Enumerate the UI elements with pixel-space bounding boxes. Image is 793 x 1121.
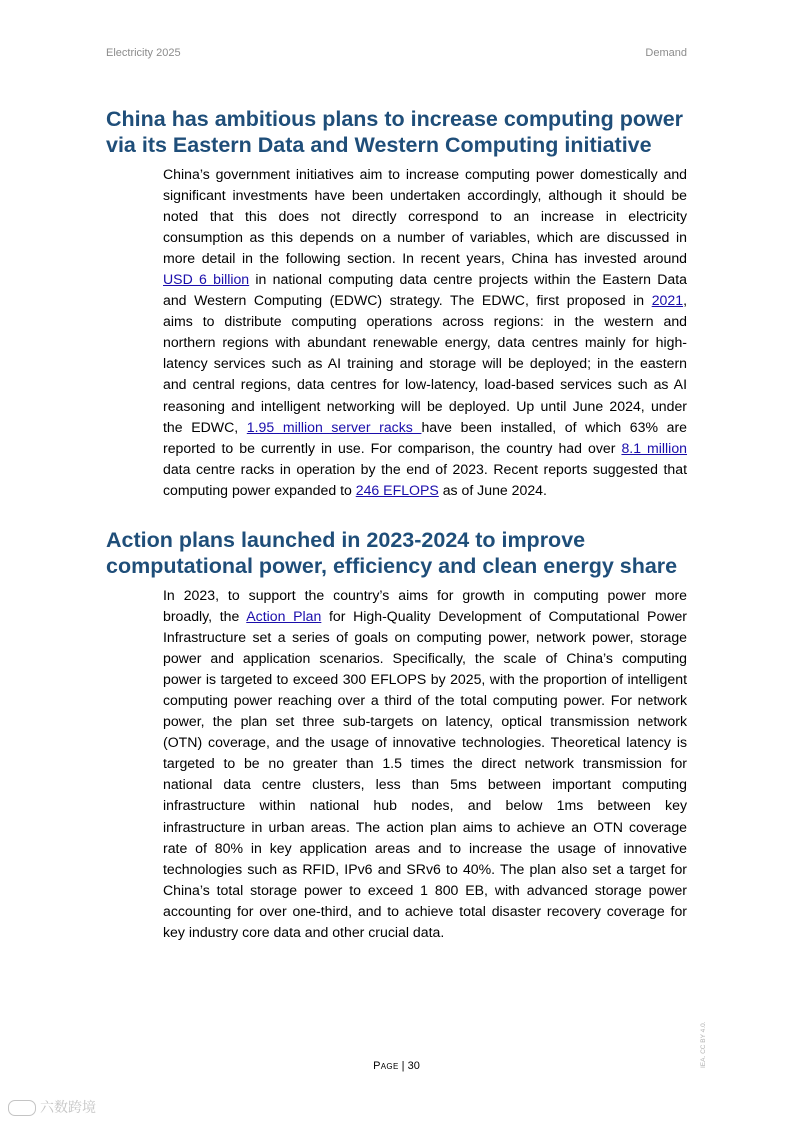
text-line: [163, 269, 687, 290]
text-line: northern regions with abundant renewable energy, data centres mainly for high-: [163, 334, 687, 351]
running-header-section: Demand: [645, 47, 687, 59]
text-line: and central regions, data centres for low-latency, load-based services such as AI: [163, 376, 687, 393]
text-line: key industry core data and other crucial data.: [163, 923, 445, 940]
text-run: computing power expanded to: [163, 481, 356, 498]
text-run: for High-Quality Development of Computational Power: [321, 608, 687, 625]
text-line: power, the plan set three sub-targets on latency, optical transmission network: [163, 713, 687, 730]
text-line: consumption as this depends on a number of variables, which are discussed in: [163, 229, 687, 246]
running-header-title: Electricity 2025: [106, 47, 181, 59]
text-run: in national computing data centre projects within the Eastern Data: [249, 271, 688, 288]
reference-link[interactable]: 2021: [651, 292, 684, 309]
text-line: In 2023, to support the country’s aims for growth in computing power more: [163, 587, 687, 603]
text-line: power and application scenarios. Specifically, the scale of China’s computing: [163, 650, 687, 667]
text-line: [163, 290, 687, 311]
text-line: (OTN) coverage, and the usage of innovative technologies. Theoretical latency is: [163, 734, 687, 751]
reference-link[interactable]: Action Plan: [246, 608, 322, 625]
text-line: latency services such as AI training and storage will be deployed; in the eastern: [163, 355, 687, 372]
text-line: [163, 438, 687, 459]
page-label: Page: [373, 1060, 399, 1072]
text-line: China’s total storage power to exceed 1 800 EB, with advanced storage power: [163, 881, 687, 898]
text-run: have been installed, of which 63% are: [421, 418, 687, 435]
text-line: reasoning and intelligent networking will be deployed. Up until June 2024, under: [163, 397, 687, 414]
watermark: [8, 1097, 96, 1117]
page-number: 30: [407, 1060, 420, 1072]
text-run: broadly, the: [163, 608, 247, 625]
text-line: more detail in the following section. In recent years, China has invested around: [163, 250, 687, 267]
page-separator: |: [401, 1060, 405, 1072]
text-line: national data centre clusters, less than 5ms between important computing: [163, 776, 687, 793]
license-note: IEA. CC BY 4.0.: [700, 1021, 707, 1068]
text-line: [163, 606, 687, 627]
text-line: infrastructure in urban areas. The action plan aims to achieve an OTN coverage: [163, 818, 687, 835]
text-run: and Western Computing (EDWC) strategy. The EDWC, first proposed in: [163, 292, 652, 309]
reference-link[interactable]: 1.95 million server racks: [246, 418, 422, 435]
reference-link[interactable]: 246 EFLOPS: [355, 481, 439, 498]
text-line: [163, 480, 687, 501]
section-paragraph-action-plan: [163, 585, 687, 943]
reference-link[interactable]: USD 6 billion: [163, 271, 250, 288]
reference-link[interactable]: 8.1 million: [621, 439, 687, 456]
text-line: significant investments have been undertaken accordingly, although it should be: [163, 187, 687, 204]
text-line: technologies such as RFID, IPv6 and SRv6 to 40%. The plan also set a target for: [163, 860, 687, 877]
text-line: [163, 417, 687, 438]
text-line: infrastructure within national hub nodes, and below 1ms between key: [163, 797, 687, 814]
watermark-text: 六数跨境: [40, 1099, 96, 1115]
text-run: reported to be currently in use. For comparison, the country had over: [163, 439, 622, 456]
heading-line: China has ambitious plans to increase computing power: [106, 107, 684, 131]
section-paragraph-edwc: [163, 164, 687, 501]
heading-line: computational power, efficiency and clean energy share: [106, 554, 678, 578]
heading-line: via its Eastern Data and Western Computing initiative: [106, 133, 652, 157]
text-run: as of June 2024.: [438, 481, 547, 498]
heading-line: Action plans launched in 2023-2024 to improve: [106, 528, 586, 552]
text-line: China’s government initiatives aim to increase computing power domestically and: [163, 166, 687, 182]
page-footer: [0, 1060, 793, 1072]
text-run: ,: [683, 292, 687, 309]
text-line: targeted to be no greater than 1.5 times the direct network transmission for: [163, 755, 687, 772]
section-heading-computing-plans: [106, 106, 706, 158]
text-line: Infrastructure set a series of goals on computing power, network power, storage: [163, 629, 687, 646]
section-heading-action-plans: [106, 527, 706, 579]
text-line: rate of 80% in key application areas and to increase the usage of innovative: [163, 839, 687, 856]
watermark-logo-icon: [8, 1100, 36, 1116]
text-line: power is targeted to exceed 300 EFLOPS by 2025, with the proportion of intelligent: [163, 671, 687, 688]
text-line: computing power reaching over a third of the total computing power. For network: [163, 692, 687, 709]
text-line: noted that this does not directly correspond to an increase in electricity: [163, 208, 687, 225]
text-line: accounting for over one-third, and to achieve total disaster recovery coverage for: [163, 902, 687, 919]
text-line: aims to distribute computing operations across regions: in the western and: [163, 313, 687, 330]
text-run: the EDWC,: [163, 418, 247, 435]
text-line: data centre racks in operation by the end of 2023. Recent reports suggested that: [163, 460, 687, 477]
